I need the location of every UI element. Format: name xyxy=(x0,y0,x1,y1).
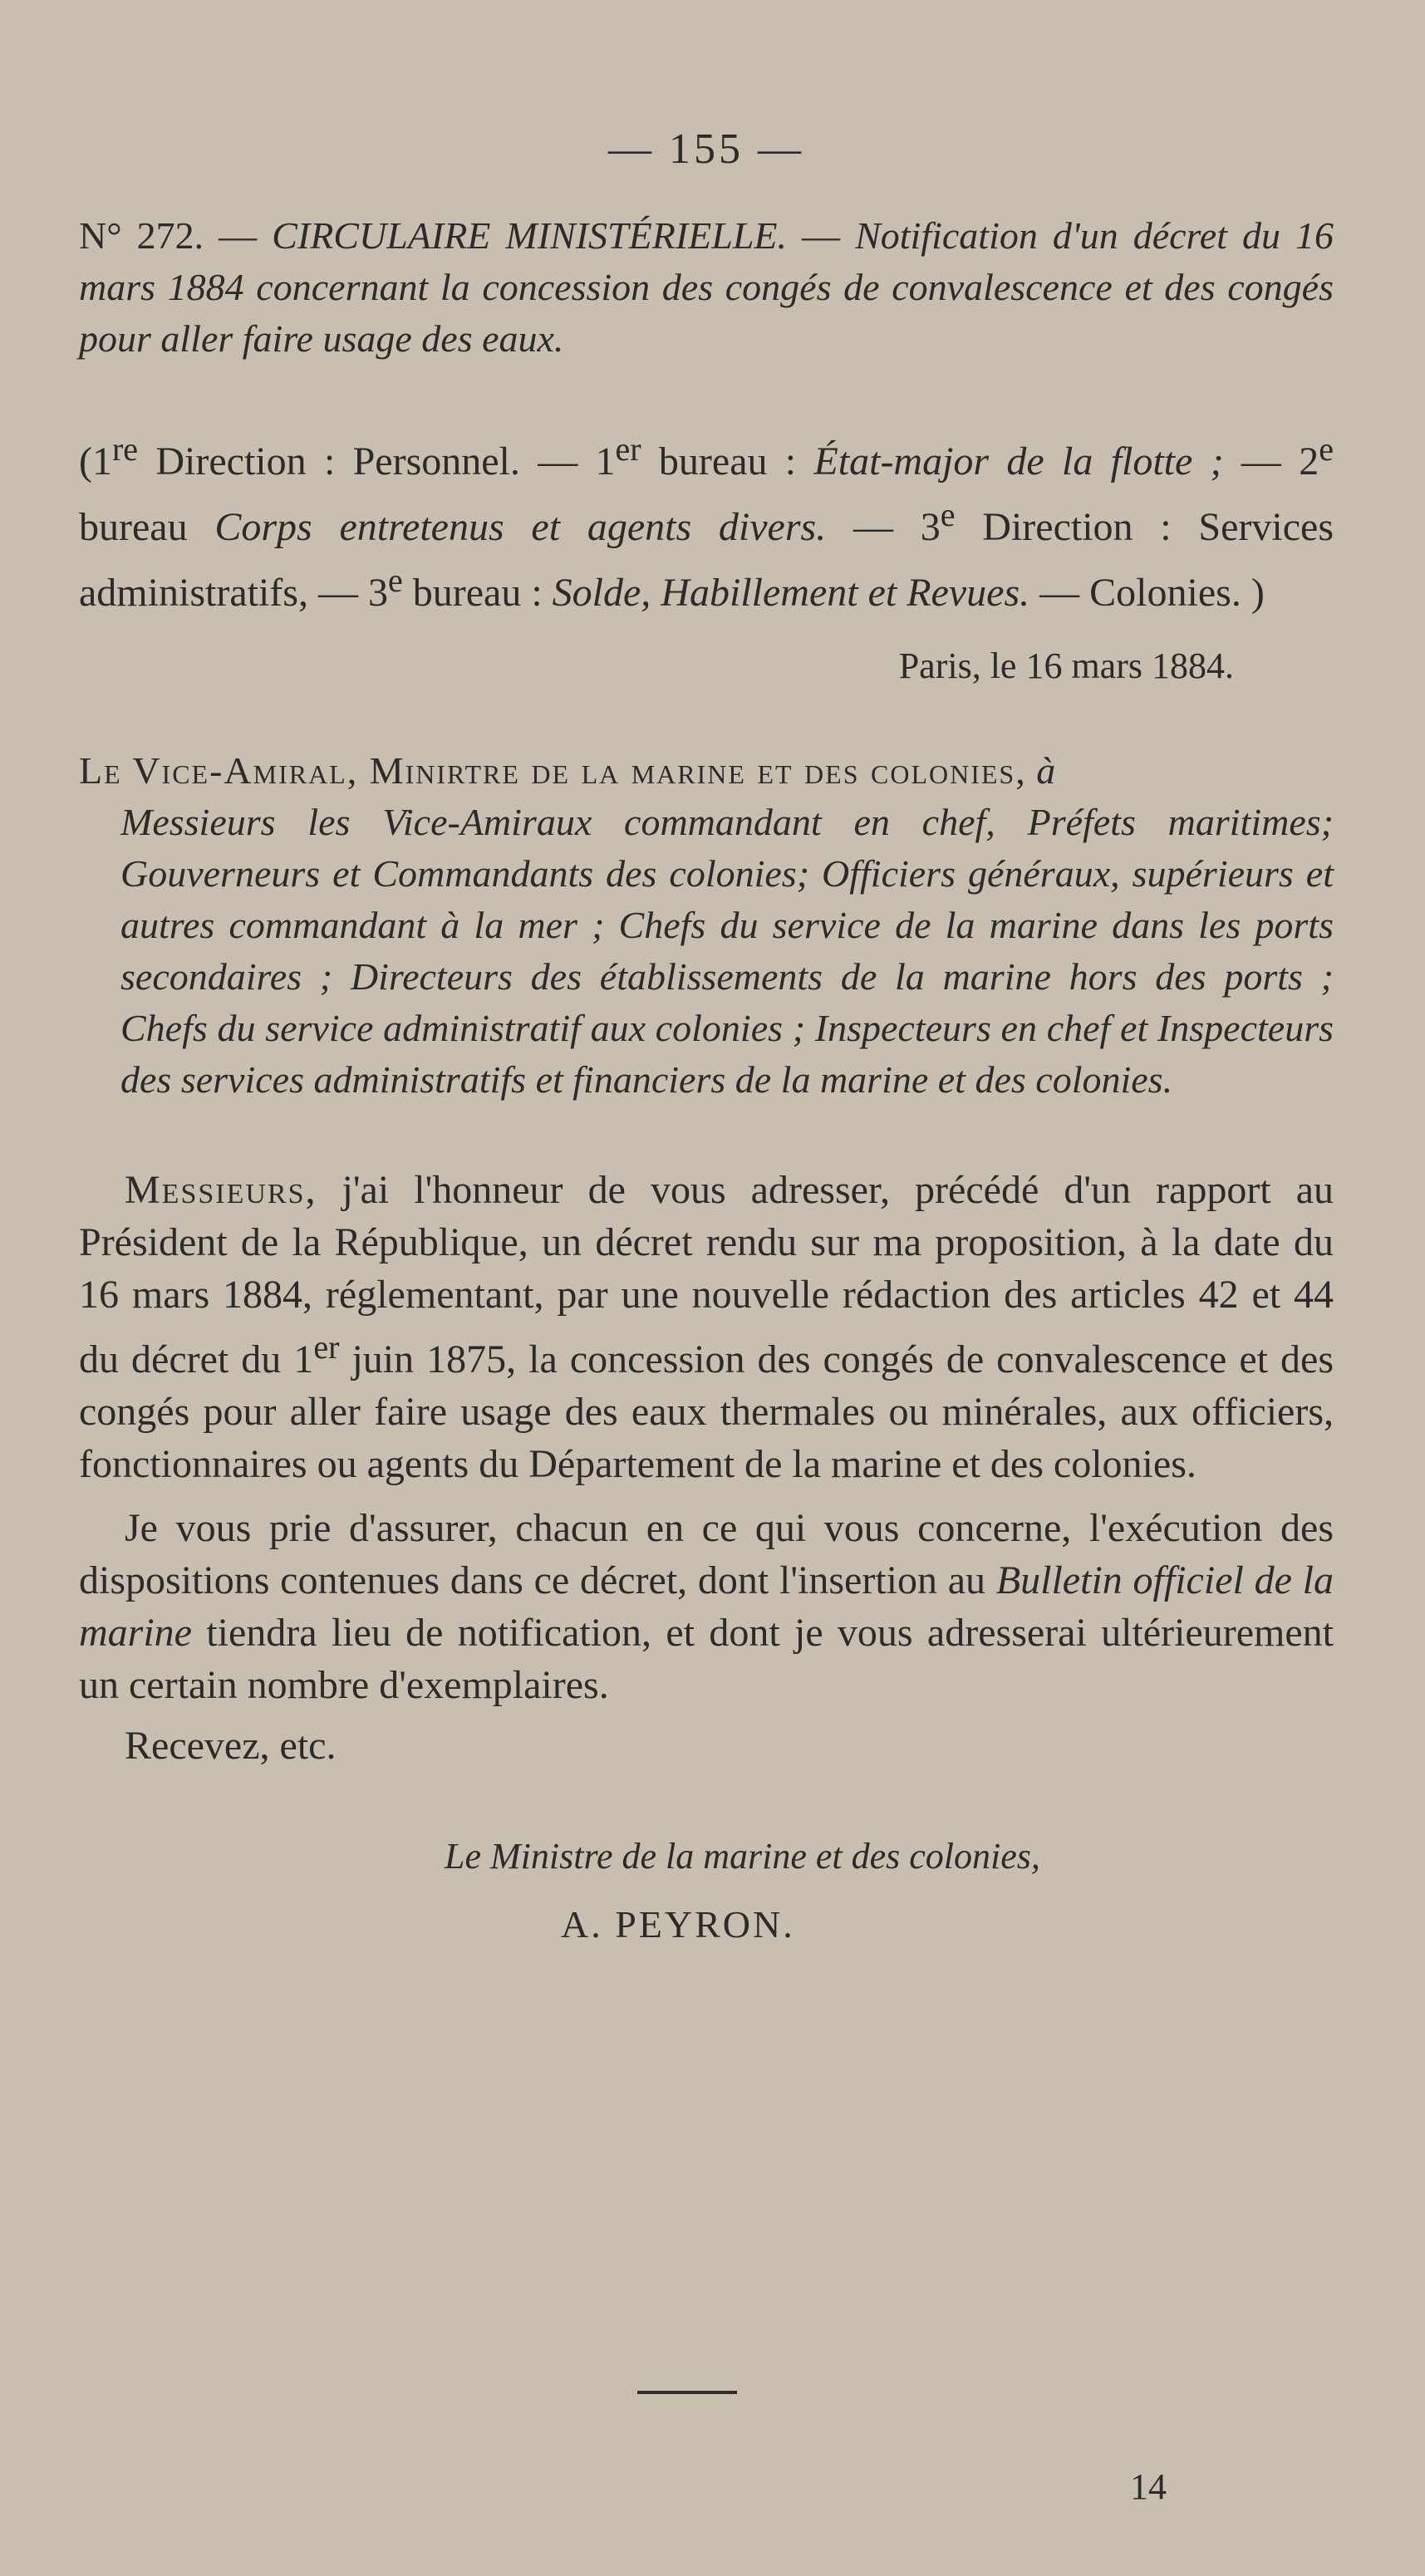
directions-text: bureau xyxy=(79,505,215,549)
page-number: — 155 — xyxy=(608,125,804,173)
addressee-preposition: à xyxy=(1026,749,1056,792)
bureau-name: Solde, Habillement et Revues. xyxy=(552,571,1030,615)
circular-title: CIRCULAIRE MINISTÉRIELLE. xyxy=(272,214,788,257)
bureau-name: Corps entretenus et agents divers. xyxy=(214,505,827,549)
place-date: Paris, le 16 mars 1884. xyxy=(898,645,1234,686)
ordinal-sup: er xyxy=(313,1328,340,1366)
addressee-block xyxy=(79,745,1334,1106)
directions-text: (1 xyxy=(79,439,112,483)
ordinal-sup: er xyxy=(615,430,641,468)
sender: Le Vice-Amiral, Minirtre de la marine et des colonies, xyxy=(79,749,1027,792)
directions-block xyxy=(79,423,1334,620)
circular-subject: Notification d'un décret du 16 mars 1884 concernant la concession des congés de convalescence et des congés pour aller faire usage des eaux. xyxy=(79,214,1334,360)
circular-number: N° 272. xyxy=(79,214,204,257)
directions-text: bureau : xyxy=(402,571,553,615)
directions-text: — 3 xyxy=(826,505,941,549)
ordinal-sup: e xyxy=(387,562,403,599)
ordinal-sup: e xyxy=(940,496,956,533)
body-paragraph-2 xyxy=(79,1502,1334,1711)
heading-dash-2: — xyxy=(787,214,856,257)
heading-dash-1: — xyxy=(204,214,273,257)
circular-heading xyxy=(79,210,1334,365)
signature-title: Le Ministre de la marine et des colonies, xyxy=(445,1836,1040,1877)
recipients: Messieurs les Vice-Amiraux commandant en chef, Préfets maritimes; Gouverneurs et Commandants des colonies; Officiers généraux, supérieurs et autres commandant à la mer ; Chefs du service de la marine dans les ports secondaires ; Directeurs des établissements de la marine hors des ports ; Chefs du service administratif aux colonies ; Inspecteurs en chef et Inspecteurs des services administratifs et financiers de la marine et des colonies. xyxy=(120,801,1334,1101)
bureau-name: État-major de la flotte ; xyxy=(813,439,1224,483)
signature-mark: 14 xyxy=(1130,2466,1167,2507)
salutation: Messieurs, xyxy=(125,1168,317,1212)
closing-formula: Recevez, etc. xyxy=(125,1724,337,1768)
body-text: juin 1875, la concession des congés de convalescence et des congés pour aller faire usage des eaux thermales ou minérales, aux officiers, fonctionnaires ou agents du Département de la marine et des colonies. xyxy=(79,1337,1334,1486)
directions-text: Direction : Personnel. — 1 xyxy=(138,439,616,483)
signature-name: A. PEYRON. xyxy=(561,1903,795,1945)
body-text: j'ai l'honneur de vous adresser, précédé d'un rapport au Président de la République, un décret rendu sur ma proposition, à la date du 16 mars 1884, réglementant, par une nouvelle rédaction des articles 42 et 44 du décret du 1 xyxy=(79,1168,1334,1381)
directions-text: — 2 xyxy=(1223,439,1319,483)
bulletin-title: Bulletin officiel de la marine xyxy=(79,1558,1334,1655)
body-text: tiendra lieu de notification, et dont je vous adresserai ultérieurement un certain nombre d'exemplaires. xyxy=(79,1611,1334,1707)
body-paragraph-1 xyxy=(79,1164,1334,1490)
section-divider xyxy=(637,2391,737,2394)
ordinal-sup: e xyxy=(1319,430,1334,468)
directions-text: Direction : Services administratifs, — 3 xyxy=(79,505,1334,615)
ordinal-sup: re xyxy=(111,430,139,468)
directions-text: bureau : xyxy=(641,439,814,483)
directions-text: — Colonies. ) xyxy=(1029,571,1265,615)
body-text: Je vous prie d'assurer, chacun en ce qui vous concerne, l'exécution des dispositions contenues dans ce décret, dont l'insertion au xyxy=(79,1506,1334,1602)
